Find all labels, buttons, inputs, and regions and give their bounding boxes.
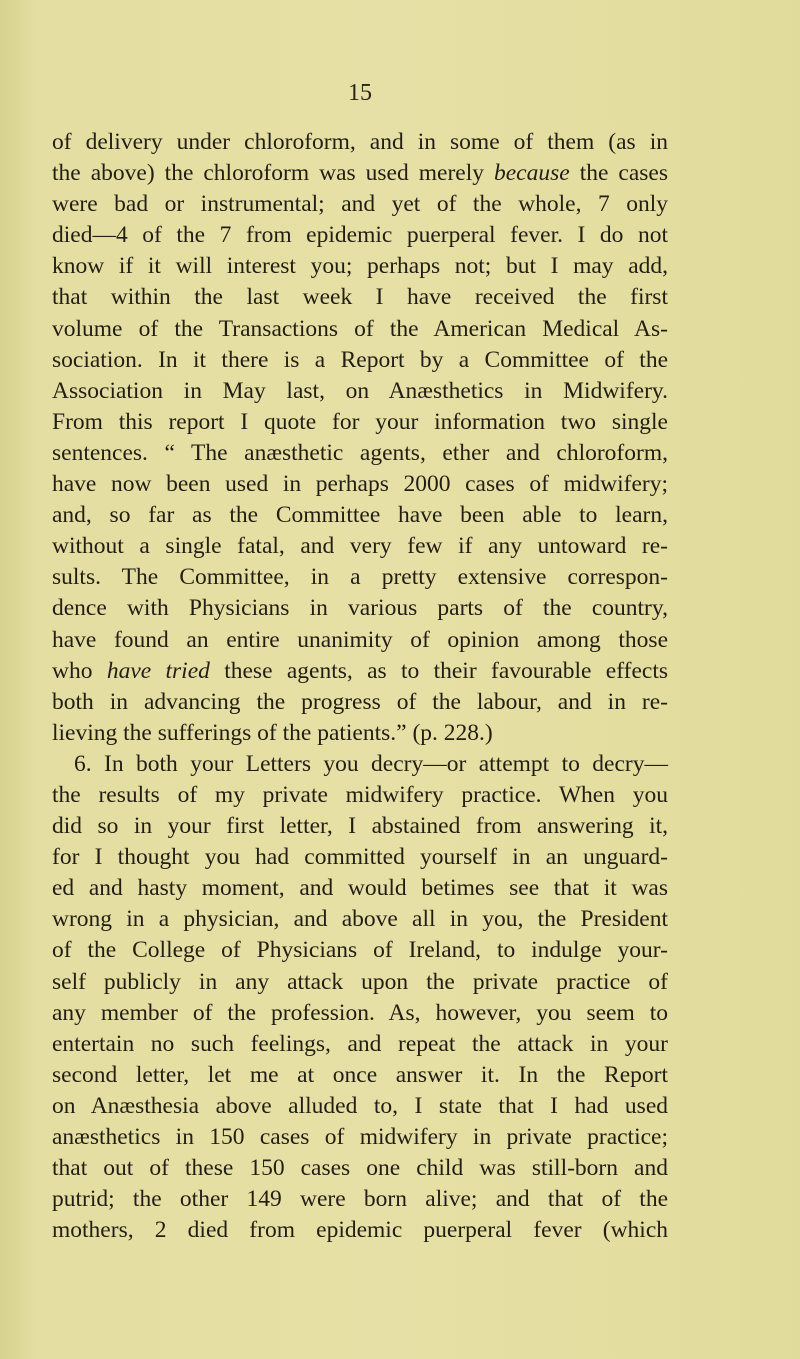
text-line bbox=[52, 904, 668, 935]
text-segment: of delivery under chloroform, and in some of them (as in bbox=[52, 129, 668, 155]
text-segment: without a single fatal, and very few if any untoward re- bbox=[52, 533, 668, 560]
text-segment: for I thought you had committed yourself in an unguard- bbox=[52, 844, 668, 871]
text-line bbox=[52, 345, 668, 376]
text-segment: that within the last week I have received the first bbox=[52, 284, 668, 311]
text-segment: 6. In both your Letters you decry—or attempt to decry— bbox=[74, 750, 668, 777]
text-segment: that out of these 150 cases one child was still-born and bbox=[52, 1155, 668, 1182]
text-segment: have found an entire unanimity of opinion among those bbox=[52, 626, 668, 653]
text-segment: anæsthetics in 150 cases of midwifery in private practice; bbox=[52, 1124, 668, 1150]
text-segment: died—4 of the 7 from epidemic puerperal fever. I do not bbox=[52, 222, 668, 249]
text-segment: putrid; the other 149 were born alive; and that of the bbox=[52, 1186, 668, 1213]
text-line bbox=[52, 220, 668, 251]
text-line bbox=[52, 531, 668, 562]
text-segment: entertain no such feelings, and repeat the attack in your bbox=[52, 1030, 668, 1057]
text-segment: did so in your first letter, I abstained from answering it, bbox=[52, 813, 668, 840]
text-line bbox=[52, 593, 668, 624]
text-segment: the results of my private midwifery practice. When you bbox=[52, 781, 668, 808]
text-line bbox=[52, 500, 668, 531]
text-segment: both in advancing the progress of the labour, and in re- bbox=[52, 688, 668, 715]
text-segment: self publicly in any attack upon the private practice of bbox=[52, 968, 668, 995]
page-number: 15 bbox=[348, 80, 372, 106]
text-line bbox=[52, 1060, 668, 1091]
text-segment: the above) the chloroform was used merely bbox=[52, 160, 494, 187]
text-segment: Association in May last, on Anæsthetics in Midwifery. bbox=[52, 377, 668, 404]
text-segment: wrong in a physician, and above all in you, the President bbox=[52, 906, 668, 933]
text-segment: volume of the Transactions of the American Medical As- bbox=[52, 315, 668, 342]
text-line bbox=[52, 189, 668, 220]
text-line bbox=[52, 1091, 668, 1122]
text-line bbox=[52, 469, 668, 500]
text-line bbox=[52, 687, 668, 718]
text-segment: were bad or instrumental; and yet of the whole, 7 only bbox=[52, 191, 668, 218]
text-line bbox=[52, 376, 668, 407]
text-segment: sentences. “ The anæsthetic agents, ether and chloroform, bbox=[52, 439, 668, 466]
italic-emphasis: because bbox=[494, 160, 570, 187]
text-line bbox=[52, 625, 668, 656]
page-body-text bbox=[52, 127, 668, 1246]
text-segment: From this report I quote for your information two single bbox=[52, 408, 668, 435]
italic-emphasis: have tried bbox=[106, 657, 210, 684]
text-line bbox=[52, 656, 668, 687]
text-segment: lieving the sufferings of the patients.” (p. 228.) bbox=[52, 719, 493, 746]
text-segment: sociation. In it there is a Report by a Committee of the bbox=[52, 346, 668, 373]
text-line bbox=[52, 998, 668, 1029]
text-line bbox=[52, 935, 668, 966]
text-segment: dence with Physicians in various parts of the country, bbox=[52, 595, 668, 622]
text-line bbox=[52, 718, 668, 749]
text-line bbox=[52, 1215, 668, 1246]
text-line bbox=[52, 780, 668, 811]
text-line bbox=[52, 158, 668, 189]
text-line bbox=[52, 873, 668, 904]
text-line bbox=[52, 967, 668, 998]
text-segment: ed and hasty moment, and would betimes see that it was bbox=[52, 875, 668, 902]
text-segment: the cases bbox=[569, 160, 668, 187]
text-line bbox=[52, 314, 668, 345]
text-segment: and, so far as the Committee have been able to learn, bbox=[52, 502, 668, 529]
text-segment: have now been used in perhaps 2000 cases of midwifery; bbox=[52, 471, 668, 498]
text-segment: who bbox=[52, 657, 107, 684]
text-line bbox=[52, 1184, 668, 1215]
text-line bbox=[52, 438, 668, 469]
paragraph-start-line bbox=[52, 749, 668, 780]
text-line bbox=[52, 1122, 668, 1153]
text-line bbox=[52, 1153, 668, 1184]
text-segment: sults. The Committee, in a pretty extensive correspon- bbox=[52, 564, 668, 591]
text-line bbox=[52, 407, 668, 438]
text-line bbox=[52, 842, 668, 873]
text-segment: second letter, let me at once answer it. In the Report bbox=[52, 1061, 668, 1088]
text-line bbox=[52, 1029, 668, 1060]
text-line bbox=[52, 251, 668, 282]
text-segment: these agents, as to their favourable effects bbox=[209, 657, 668, 684]
text-line bbox=[52, 127, 668, 158]
text-line bbox=[52, 282, 668, 313]
text-line bbox=[52, 562, 668, 593]
text-segment: any member of the profession. As, however, you seem to bbox=[52, 999, 668, 1026]
text-segment: mothers, 2 died from epidemic puerperal fever (which bbox=[52, 1217, 668, 1244]
text-line bbox=[52, 811, 668, 842]
text-segment: of the College of Physicians of Ireland, to indulge your- bbox=[52, 937, 668, 964]
text-segment: on Anæsthesia above alluded to, I state that I had used bbox=[52, 1092, 668, 1119]
text-segment: know if it will interest you; perhaps not; but I may add, bbox=[52, 253, 668, 280]
